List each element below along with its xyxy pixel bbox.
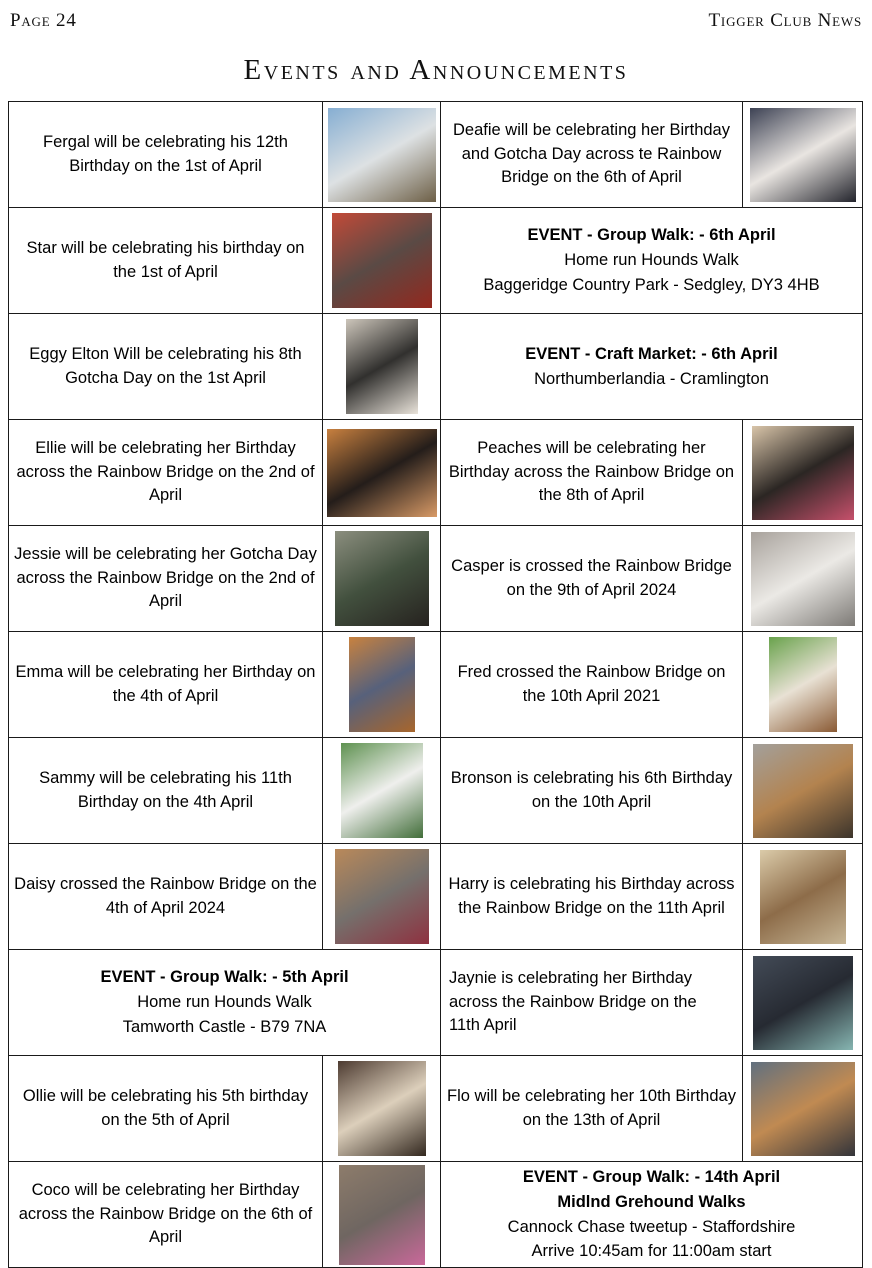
photo-cell bbox=[743, 738, 863, 844]
photo-cell bbox=[323, 526, 441, 632]
flo-photo bbox=[751, 1062, 855, 1156]
event-title: EVENT - Group Walk: - 5th April bbox=[100, 968, 349, 987]
announcement-star: Star will be celebrating his birthday on the 1st of April bbox=[9, 208, 323, 314]
events-table bbox=[8, 101, 863, 1268]
page-number-label: Page 24 bbox=[10, 10, 77, 31]
sammy-photo bbox=[341, 743, 423, 838]
table-row bbox=[9, 950, 863, 1056]
casper-photo bbox=[751, 532, 855, 626]
photo-cell bbox=[323, 314, 441, 420]
event-organiser: Midlnd Grehound Walks bbox=[557, 1192, 746, 1211]
announcement-flo: Flo will be celebrating her 10th Birthday on the 13th of April bbox=[441, 1056, 743, 1162]
jaynie-photo bbox=[753, 956, 853, 1050]
ellie-photo bbox=[327, 429, 437, 517]
event-craft-market-6th-april bbox=[441, 314, 863, 420]
event-detail: Home run Hounds Walk bbox=[137, 993, 312, 1012]
photo-cell bbox=[323, 420, 441, 526]
announcement-eggy-elton: Eggy Elton Will be celebrating his 8th Gotcha Day on the 1st April bbox=[9, 314, 323, 420]
photo-cell bbox=[743, 526, 863, 632]
event-group-walk-14th-april bbox=[441, 1162, 863, 1268]
peaches-photo bbox=[752, 426, 854, 520]
photo-cell bbox=[743, 632, 863, 738]
star-photo bbox=[332, 213, 432, 308]
jessie-photo bbox=[335, 531, 429, 626]
announcement-fergal: Fergal will be celebrating his 12th Birthday on the 1st of April bbox=[9, 102, 323, 208]
photo-cell bbox=[323, 738, 441, 844]
photo-cell bbox=[743, 1056, 863, 1162]
table-row bbox=[9, 526, 863, 632]
announcement-deafie: Deafie will be celebrating her Birthday and Gotcha Day across te Rainbow Bridge on the 6th of April bbox=[441, 102, 743, 208]
harry-photo bbox=[760, 850, 846, 944]
table-row bbox=[9, 844, 863, 950]
announcement-ellie: Ellie will be celebrating her Birthday across the Rainbow Bridge on the 2nd of April bbox=[9, 420, 323, 526]
photo-cell bbox=[743, 950, 863, 1056]
photo-cell bbox=[743, 420, 863, 526]
emma-photo bbox=[349, 637, 415, 732]
announcement-casper: Casper is crossed the Rainbow Bridge on the 9th of April 2024 bbox=[441, 526, 743, 632]
table-row bbox=[9, 738, 863, 844]
event-group-walk-5th-april bbox=[9, 950, 441, 1056]
announcement-coco: Coco will be celebrating her Birthday across the Rainbow Bridge on the 6th of April bbox=[9, 1162, 323, 1268]
table-row bbox=[9, 1162, 863, 1268]
daisy-photo bbox=[335, 849, 429, 944]
event-group-walk-6th-april bbox=[441, 208, 863, 314]
photo-cell bbox=[323, 208, 441, 314]
fergal-photo bbox=[328, 108, 436, 202]
bronson-photo bbox=[753, 744, 853, 838]
event-title: EVENT - Craft Market: - 6th April bbox=[525, 344, 778, 363]
table-row bbox=[9, 314, 863, 420]
photo-cell bbox=[323, 844, 441, 950]
fred-photo bbox=[769, 637, 837, 732]
table-row bbox=[9, 102, 863, 208]
announcement-daisy: Daisy crossed the Rainbow Bridge on the 4th of April 2024 bbox=[9, 844, 323, 950]
deafie-photo bbox=[750, 108, 856, 202]
table-row bbox=[9, 420, 863, 526]
table-row bbox=[9, 1056, 863, 1162]
event-location: Northumberlandia - Cramlington bbox=[534, 369, 769, 388]
ollie-photo bbox=[338, 1061, 426, 1156]
coco-photo bbox=[339, 1165, 425, 1265]
photo-cell bbox=[323, 1162, 441, 1268]
table-row bbox=[9, 208, 863, 314]
event-location: Baggeridge Country Park - Sedgley, DY3 4HB bbox=[483, 275, 820, 294]
event-detail: Home run Hounds Walk bbox=[564, 251, 739, 270]
photo-cell bbox=[743, 844, 863, 950]
announcement-sammy: Sammy will be celebrating his 11th Birthday on the 4th April bbox=[9, 738, 323, 844]
event-time: Arrive 10:45am for 11:00am start bbox=[531, 1242, 772, 1261]
table-row bbox=[9, 632, 863, 738]
masthead-title: Tigger Club News bbox=[708, 10, 862, 31]
photo-cell bbox=[743, 102, 863, 208]
announcement-peaches: Peaches will be celebrating her Birthday across the Rainbow Bridge on the 8th of April bbox=[441, 420, 743, 526]
event-title: EVENT - Group Walk: - 14th April bbox=[522, 1168, 781, 1186]
announcement-harry: Harry is celebrating his Birthday across the Rainbow Bridge on the 11th April bbox=[441, 844, 743, 950]
announcement-jessie: Jessie will be celebrating her Gotcha Day across the Rainbow Bridge on the 2nd of April bbox=[9, 526, 323, 632]
page-title: Events and Announcements bbox=[243, 54, 629, 86]
announcement-ollie: Ollie will be celebrating his 5th birthday on the 5th of April bbox=[9, 1056, 323, 1162]
announcement-fred: Fred crossed the Rainbow Bridge on the 10th April 2021 bbox=[441, 632, 743, 738]
event-title: EVENT - Group Walk: - 6th April bbox=[527, 226, 776, 245]
page-header bbox=[0, 0, 872, 32]
eggy-elton-photo bbox=[346, 319, 418, 414]
announcement-bronson: Bronson is celebrating his 6th Birthday on the 10th April bbox=[441, 738, 743, 844]
photo-cell bbox=[323, 1056, 441, 1162]
event-location: Tamworth Castle - B79 7NA bbox=[122, 1017, 327, 1036]
event-location: Cannock Chase tweetup - Staffordshire bbox=[507, 1217, 796, 1236]
photo-cell bbox=[323, 632, 441, 738]
photo-cell bbox=[323, 102, 441, 208]
announcement-jaynie: Jaynie is celebrating her Birthday across the Rainbow Bridge on the 11th April bbox=[441, 950, 743, 1056]
announcement-emma: Emma will be celebrating her Birthday on the 4th of April bbox=[9, 632, 323, 738]
